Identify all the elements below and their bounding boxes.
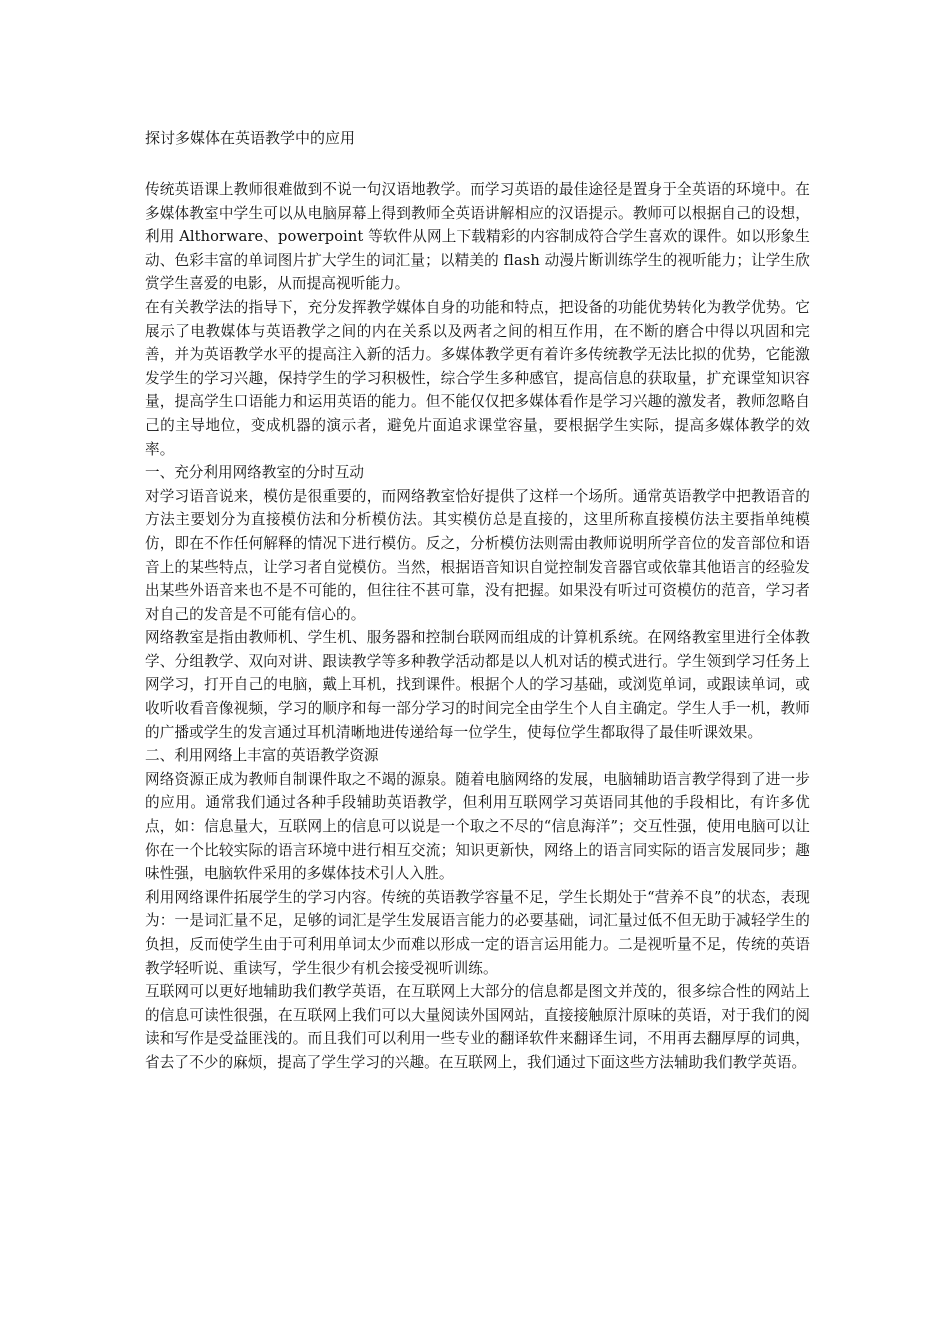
section-2-heading: 二、利用网络上丰富的英语教学资源 <box>145 747 379 765</box>
section-2-paragraph-1: 网络资源正成为教师自制课件取之不竭的源泉。随着电脑网络的发展，电脑辅助语言教学得到了进一步的应用。通常我们通过各种手段辅助英语教学，但利用互联网学习英语同其他的手段相比，有许多优点，如：信息量大，互联网上的信息可以说是一个取之不尽的“信息海洋”；交互性强，使用电脑可以让你在一个比较实际的语言环境中进行相互交流；知识更新快，网络上的语言同实际的语言发展同步；趣味性强，电脑软件采用的多媒体技术引人入胜。 <box>145 770 810 883</box>
section-2-paragraph-3: 互联网可以更好地辅助我们教学英语，在互联网上大部分的信息都是图文并茂的，很多综合性的网站上的信息可读性很强，在互联网上我们可以大量阅读外国网站，直接接触原汁原味的英语，对于我们的阅读和写作是受益匪浅的。而且我们可以利用一些专业的翻译软件来翻译生词，不用再去翻厚厚的词典，省去了不少的麻烦，提高了学生学习的兴趣。在互联网上，我们通过下面这些方法辅助我们教学英语。 <box>145 983 810 1071</box>
document-title: 探讨多媒体在英语教学中的应用 <box>145 129 356 147</box>
section-2-paragraph-2: 利用网络课件拓展学生的学习内容。传统的英语教学容量不足，学生长期处于“营养不良”的状态，表现为：一是词汇量不足，足够的词汇是学生发展语言能力的必要基础，词汇量过低不但无助于减轻学生的负担，反而使学生由于可利用单词太少而难以形成一定的语言运用能力。二是视听量不足，传统的英语教学轻听说、重读写，学生很少有机会接受视听训练。 <box>145 888 810 977</box>
intro-paragraph-1: 传统英语课上教师很难做到不说一句汉语地教学。而学习英语的最佳途径是置身于全英语的环境中。在多媒体教室中学生可以从电脑屏幕上得到教师全英语讲解相应的汉语提示。教师可以根据自己的设想，利用 Althorware、powerpoint 等软件从网上下载精彩的内容制成符合学生喜欢的课件。如以形象生动、色彩丰富的单词图片扩大学生的词汇量；以精美的 flash 动漫片断训练学生的视听能力；让学生欣赏学生喜爱的电影，从而提高视听能力。 <box>145 181 810 293</box>
document-page <box>145 128 810 1075</box>
intro-paragraph-2: 在有关教学法的指导下，充分发挥教学媒体自身的功能和特点，把设备的功能优势转化为教学优势。它展示了电教媒体与英语教学之间的内在关系以及两者之间的相互作用，在不断的磨合中得以巩固和完善，并为英语教学水平的提高注入新的活力。多媒体教学更有着许多传统教学无法比拟的优势，它能激发学生的学习兴趣，保持学生的学习积极性，综合学生多种感官，提高信息的获取量，扩充课堂知识容量，提高学生口语能力和运用英语的能力。但不能仅仅把多媒体看作是学习兴趣的激发者，教师忽略自己的主导地位，变成机器的演示者，避免片面追求课堂容量，要根据学生实际，提高多媒体教学的效率。 <box>145 298 810 458</box>
section-1-paragraph-1: 对学习语音说来，模仿是很重要的，而网络教室恰好提供了这样一个场所。通常英语教学中把教语音的方法主要划分为直接模仿法和分析模仿法。其实模仿总是直接的，这里所称直接模仿法主要指单纯模仿，即在不作任何解释的情况下进行模仿。反之，分析模仿法则需由教师说明所学音位的发音部位和语音上的某些特点，让学习者自觉模仿。当然，根据语音知识自觉控制发音器官或依靠其他语言的经验发出某些外语音来也不是不可能的，但往往不甚可靠，没有把握。如果没有听过可资模仿的范音，学习者对自己的发音是不可能有信心的。 <box>145 487 810 623</box>
section-1-heading: 一、充分利用网络教室的分时互动 <box>145 464 364 482</box>
section-1-paragraph-2: 网络教室是指由教师机、学生机、服务器和控制台联网而组成的计算机系统。在网络教室里进行全体教学、分组教学、双向对讲、跟读教学等多种教学活动都是以人机对话的模式进行。学生领到学习任务上网学习，打开自己的电脑，戴上耳机，找到课件。根据个人的学习基础，或浏览单词，或跟读单词，或收听收看音像视频，学习的顺序和每一部分学习的时间完全由学生个人自主确定。学生人手一机，教师的广播或学生的发言通过耳机清晰地进传递给每一位学生，使每位学生都取得了最佳听课效果。 <box>145 629 810 741</box>
